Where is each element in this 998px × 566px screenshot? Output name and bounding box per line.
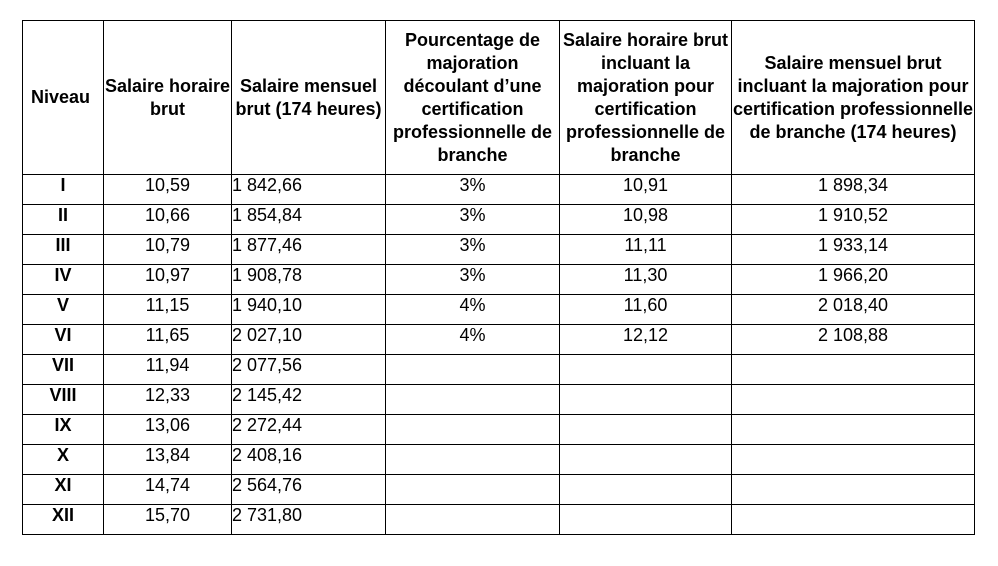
cell-salaire-mensuel: 1 940,10 [232, 295, 386, 325]
cell-horaire-certification [560, 415, 732, 445]
cell-mensuel-certification [732, 385, 975, 415]
header-row [23, 21, 975, 175]
table-row [23, 385, 975, 415]
cell-horaire-certification: 10,98 [560, 205, 732, 235]
cell-niveau: IV [23, 265, 104, 295]
cell-niveau: VII [23, 355, 104, 385]
cell-salaire-mensuel: 2 145,42 [232, 385, 386, 415]
table-row [23, 175, 975, 205]
cell-mensuel-certification: 2 108,88 [732, 325, 975, 355]
cell-salaire-mensuel: 1 908,78 [232, 265, 386, 295]
cell-niveau: III [23, 235, 104, 265]
cell-horaire-certification [560, 385, 732, 415]
cell-niveau: IX [23, 415, 104, 445]
cell-niveau: X [23, 445, 104, 475]
cell-salaire-mensuel: 2 027,10 [232, 325, 386, 355]
cell-salaire-mensuel: 2 408,16 [232, 445, 386, 475]
cell-salaire-mensuel: 1 854,84 [232, 205, 386, 235]
cell-salaire-horaire: 10,97 [104, 265, 232, 295]
cell-mensuel-certification [732, 355, 975, 385]
cell-salaire-horaire: 10,66 [104, 205, 232, 235]
cell-salaire-mensuel: 2 731,80 [232, 505, 386, 535]
cell-salaire-horaire: 11,65 [104, 325, 232, 355]
cell-salaire-mensuel: 1 842,66 [232, 175, 386, 205]
cell-mensuel-certification [732, 445, 975, 475]
cell-salaire-horaire: 15,70 [104, 505, 232, 535]
cell-horaire-certification: 11,11 [560, 235, 732, 265]
cell-salaire-horaire: 11,94 [104, 355, 232, 385]
cell-horaire-certification [560, 505, 732, 535]
table-row [23, 475, 975, 505]
table-row [23, 295, 975, 325]
table-body [23, 175, 975, 535]
cell-salaire-mensuel: 2 272,44 [232, 415, 386, 445]
cell-horaire-certification: 11,60 [560, 295, 732, 325]
table-row [23, 205, 975, 235]
cell-mensuel-certification: 1 910,52 [732, 205, 975, 235]
table-row [23, 505, 975, 535]
table-row [23, 445, 975, 475]
cell-salaire-horaire: 14,74 [104, 475, 232, 505]
cell-pourcentage: 3% [386, 235, 560, 265]
cell-horaire-certification: 12,12 [560, 325, 732, 355]
cell-pourcentage [386, 445, 560, 475]
cell-pourcentage [386, 415, 560, 445]
cell-mensuel-certification: 1 898,34 [732, 175, 975, 205]
table-row [23, 325, 975, 355]
cell-niveau: VIII [23, 385, 104, 415]
cell-niveau: VI [23, 325, 104, 355]
cell-pourcentage [386, 355, 560, 385]
cell-salaire-horaire: 10,59 [104, 175, 232, 205]
cell-niveau: I [23, 175, 104, 205]
table-row [23, 235, 975, 265]
cell-horaire-certification [560, 355, 732, 385]
cell-niveau: II [23, 205, 104, 235]
header-niveau: Niveau [23, 21, 104, 175]
cell-mensuel-certification [732, 505, 975, 535]
header-pourcentage-majoration: Pourcentage de majoration découlant d’une certification professionnelle de branche [386, 21, 560, 175]
cell-mensuel-certification: 1 966,20 [732, 265, 975, 295]
cell-horaire-certification [560, 475, 732, 505]
cell-horaire-certification: 11,30 [560, 265, 732, 295]
cell-pourcentage: 4% [386, 325, 560, 355]
cell-mensuel-certification: 2 018,40 [732, 295, 975, 325]
cell-salaire-horaire: 13,06 [104, 415, 232, 445]
cell-mensuel-certification [732, 415, 975, 445]
header-horaire-certification: Salaire horaire brut incluant la majoration pour certification professionnelle de branche [560, 21, 732, 175]
header-salaire-horaire: Salaire horaire brut [104, 21, 232, 175]
cell-pourcentage [386, 475, 560, 505]
header-mensuel-certification: Salaire mensuel brut incluant la majoration pour certification professionnelle de branche (174 heures) [732, 21, 975, 175]
cell-salaire-horaire: 13,84 [104, 445, 232, 475]
cell-salaire-mensuel: 2 077,56 [232, 355, 386, 385]
cell-niveau: V [23, 295, 104, 325]
cell-pourcentage: 3% [386, 175, 560, 205]
cell-horaire-certification [560, 445, 732, 475]
cell-salaire-mensuel: 1 877,46 [232, 235, 386, 265]
cell-mensuel-certification [732, 475, 975, 505]
table-row [23, 355, 975, 385]
table-row [23, 415, 975, 445]
cell-mensuel-certification: 1 933,14 [732, 235, 975, 265]
cell-salaire-mensuel: 2 564,76 [232, 475, 386, 505]
salary-grid-table [22, 20, 975, 535]
cell-pourcentage: 3% [386, 205, 560, 235]
cell-niveau: XII [23, 505, 104, 535]
cell-pourcentage: 3% [386, 265, 560, 295]
cell-niveau: XI [23, 475, 104, 505]
cell-pourcentage [386, 505, 560, 535]
cell-horaire-certification: 10,91 [560, 175, 732, 205]
header-salaire-mensuel: Salaire mensuel brut (174 heures) [232, 21, 386, 175]
cell-pourcentage [386, 385, 560, 415]
cell-salaire-horaire: 10,79 [104, 235, 232, 265]
cell-pourcentage: 4% [386, 295, 560, 325]
cell-salaire-horaire: 12,33 [104, 385, 232, 415]
table-row [23, 265, 975, 295]
cell-salaire-horaire: 11,15 [104, 295, 232, 325]
